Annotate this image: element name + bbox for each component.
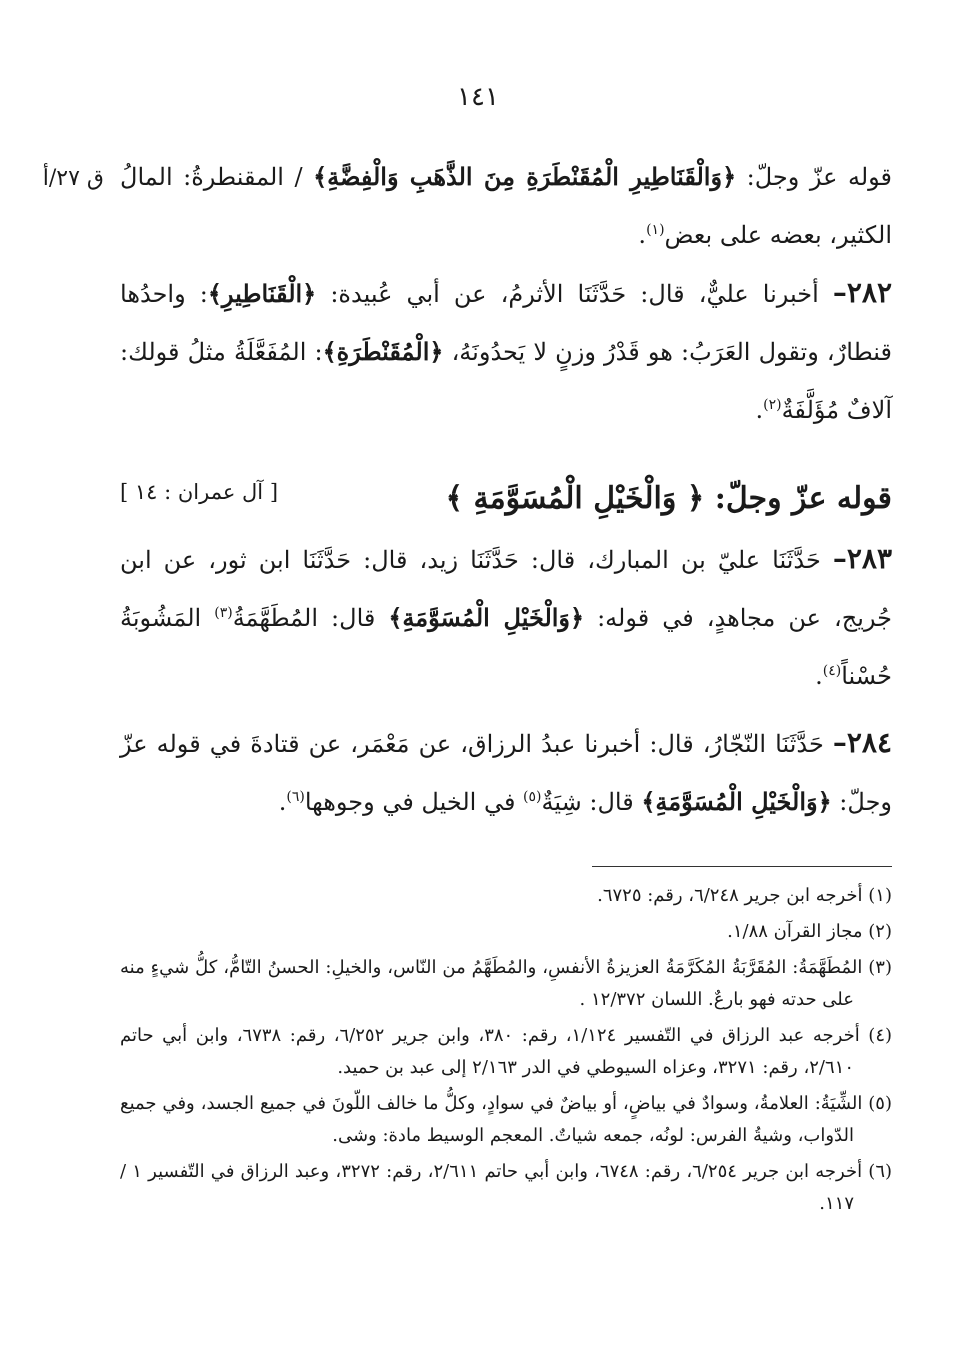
narration-text: . [755,396,764,424]
narration-284 [120,714,892,831]
narration-text: . [278,788,287,816]
quran-word: ﴿الْقَنَاطِيرِ﴾ [207,279,317,308]
intro-text: . [638,221,647,249]
narration-text: قال: المُطَهَّمَةُ [232,604,389,632]
narration-text: قال: شِيَةٌ [541,788,642,816]
intro-paragraph [120,148,892,264]
narration-282 [120,264,892,439]
quran-verse: ﴿وَالْقَنَاطِيرِ الْمُقَنْطَرَةِ مِنَ الذَّهَبِ وَالْفِضَّةِ﴾ [313,162,737,191]
footnote-marker: (٥) [523,789,542,805]
narration-text: : المُفَعَّلَةُ مثلُ قولك: آلافٌ مُؤَلَّفَةٌ [120,338,892,424]
quran-verse: ﴿وَالْخَيْلِ الْمُسَوَّمَةِ﴾ [641,787,832,816]
footnote: (١) أخرجه ابن جرير ٦/٢٤٨، رقم: ٦٧٢٥. [597,885,892,906]
intro-text: / المقنطرةُ: المالُ الكثير، بعضه على بعض [120,163,892,249]
footnote: (٤) أخرجه عبد الرزاق في التّفسير ١/١٢٤، رقم: ٣٨٠، وابن جرير ٦/٢٥٢، رقم: ٦٧٣٨، وابن أبي حاتم ٢/٦١٠، رقم: ٣٢٧١، وعزاه السيوطي في الدر ٢/١٦٣ إلى عبد بن حميد. [120,1025,893,1078]
footnote-divider [592,866,892,867]
narration-283 [120,530,892,705]
footnote-marker: (٦) [286,789,305,805]
quran-verse: ﴿وَالْخَيْلِ الْمُسَوَّمَةِ﴾ [388,603,585,632]
footnotes [120,880,892,1224]
heading-text: قوله عزّ وجلّ: ﴿ وَالْخَيْلِ الْمُسَوَّمَةِ ﴾ [445,481,892,516]
verse-reference: [ آل عمران : ١٤ ] [120,480,279,504]
footnote-marker: (٤) [822,663,842,679]
footnote: (٢) مجاز القرآن ١/٨٨. [727,921,892,942]
narration-text: أخبرنا عليٌّ، قال: حَدَّثَنَا الأثرمُ، عن أبي عُبيدة: [316,280,833,308]
manuscript-folio-reference: ق ٢٧/أ [42,166,104,191]
narration-text: المَشُوبَةُ حُسْناً [120,604,892,690]
narration-text: في الخيل في وجوهها [304,788,524,816]
section-heading [120,470,892,528]
page-number: ١٤١ [457,82,499,112]
narration-number: ٢٨٢– [832,276,892,309]
narration-text: حَدَّثَنَا عليّ بن المبارك، قال: حَدَّثَنَا زيد، قال: حَدَّثَنَا ابن ثور، عن ابن جُريج، عن مجاهدٍ، في قوله: [120,546,892,632]
narration-text: : واحدُها قنطارٌ، وتقول العَرَبُ: هو قَدْرُ وزنٍ لا يَحدُونَهُ، [120,280,892,366]
footnote: (٥) الشِّيَةُ: العلامةُ، وسوادٌ في بياضٍ، أو بياضٌ في سوادٍ، وكلُّ ما خالف اللّونَ في جميع الجسد، وفي جميع الدّواب، وشيةُ الفرس: لونُه، جمعه شياتٌ. المعجم الوسيط مادة: وشى. [120,1093,892,1146]
footnote-marker: (٢) [763,397,782,413]
footnote-marker: (٣) [214,605,233,621]
footnote: (٦) أخرجه ابن جرير ٦/٢٥٤، رقم: ٦٧٤٨، وابن أبي حاتم ٢/٦١١، رقم: ٣٢٧٢، وعبد الرزاق في التّفسير ١ /١١٧. [120,1161,893,1214]
narration-number: ٢٨٤– [832,726,892,759]
footnote: (٣) المُطَهَّمَةُ: المُقَرَّبَةُ المُكَرَّمَةُ العزيزةُ الأنفسِ، والمُطَهَّمُ من النّاس، والخيلِ: الحسنُ التّامُّ، كلُّ شيءٍ منه على حدته فهو بارعٌ. اللسان ١٢/٣٧٢ . [120,957,892,1010]
footnote-marker: (١) [646,222,665,238]
narration-number: ٢٨٣– [832,542,892,575]
intro-text: قوله عزّ وجلّ: [736,163,893,191]
quran-word: ﴿الْمُقَنْطَرَةِ﴾ [322,337,444,366]
narration-text: . [815,662,823,690]
narration-text: حَدَّثَنَا النّجّارُ، قال: أخبرنا عبدُ الرزاق، عن مَعْمَر، عن قتادةَ في قوله عزّ وجلّ: [120,730,892,816]
